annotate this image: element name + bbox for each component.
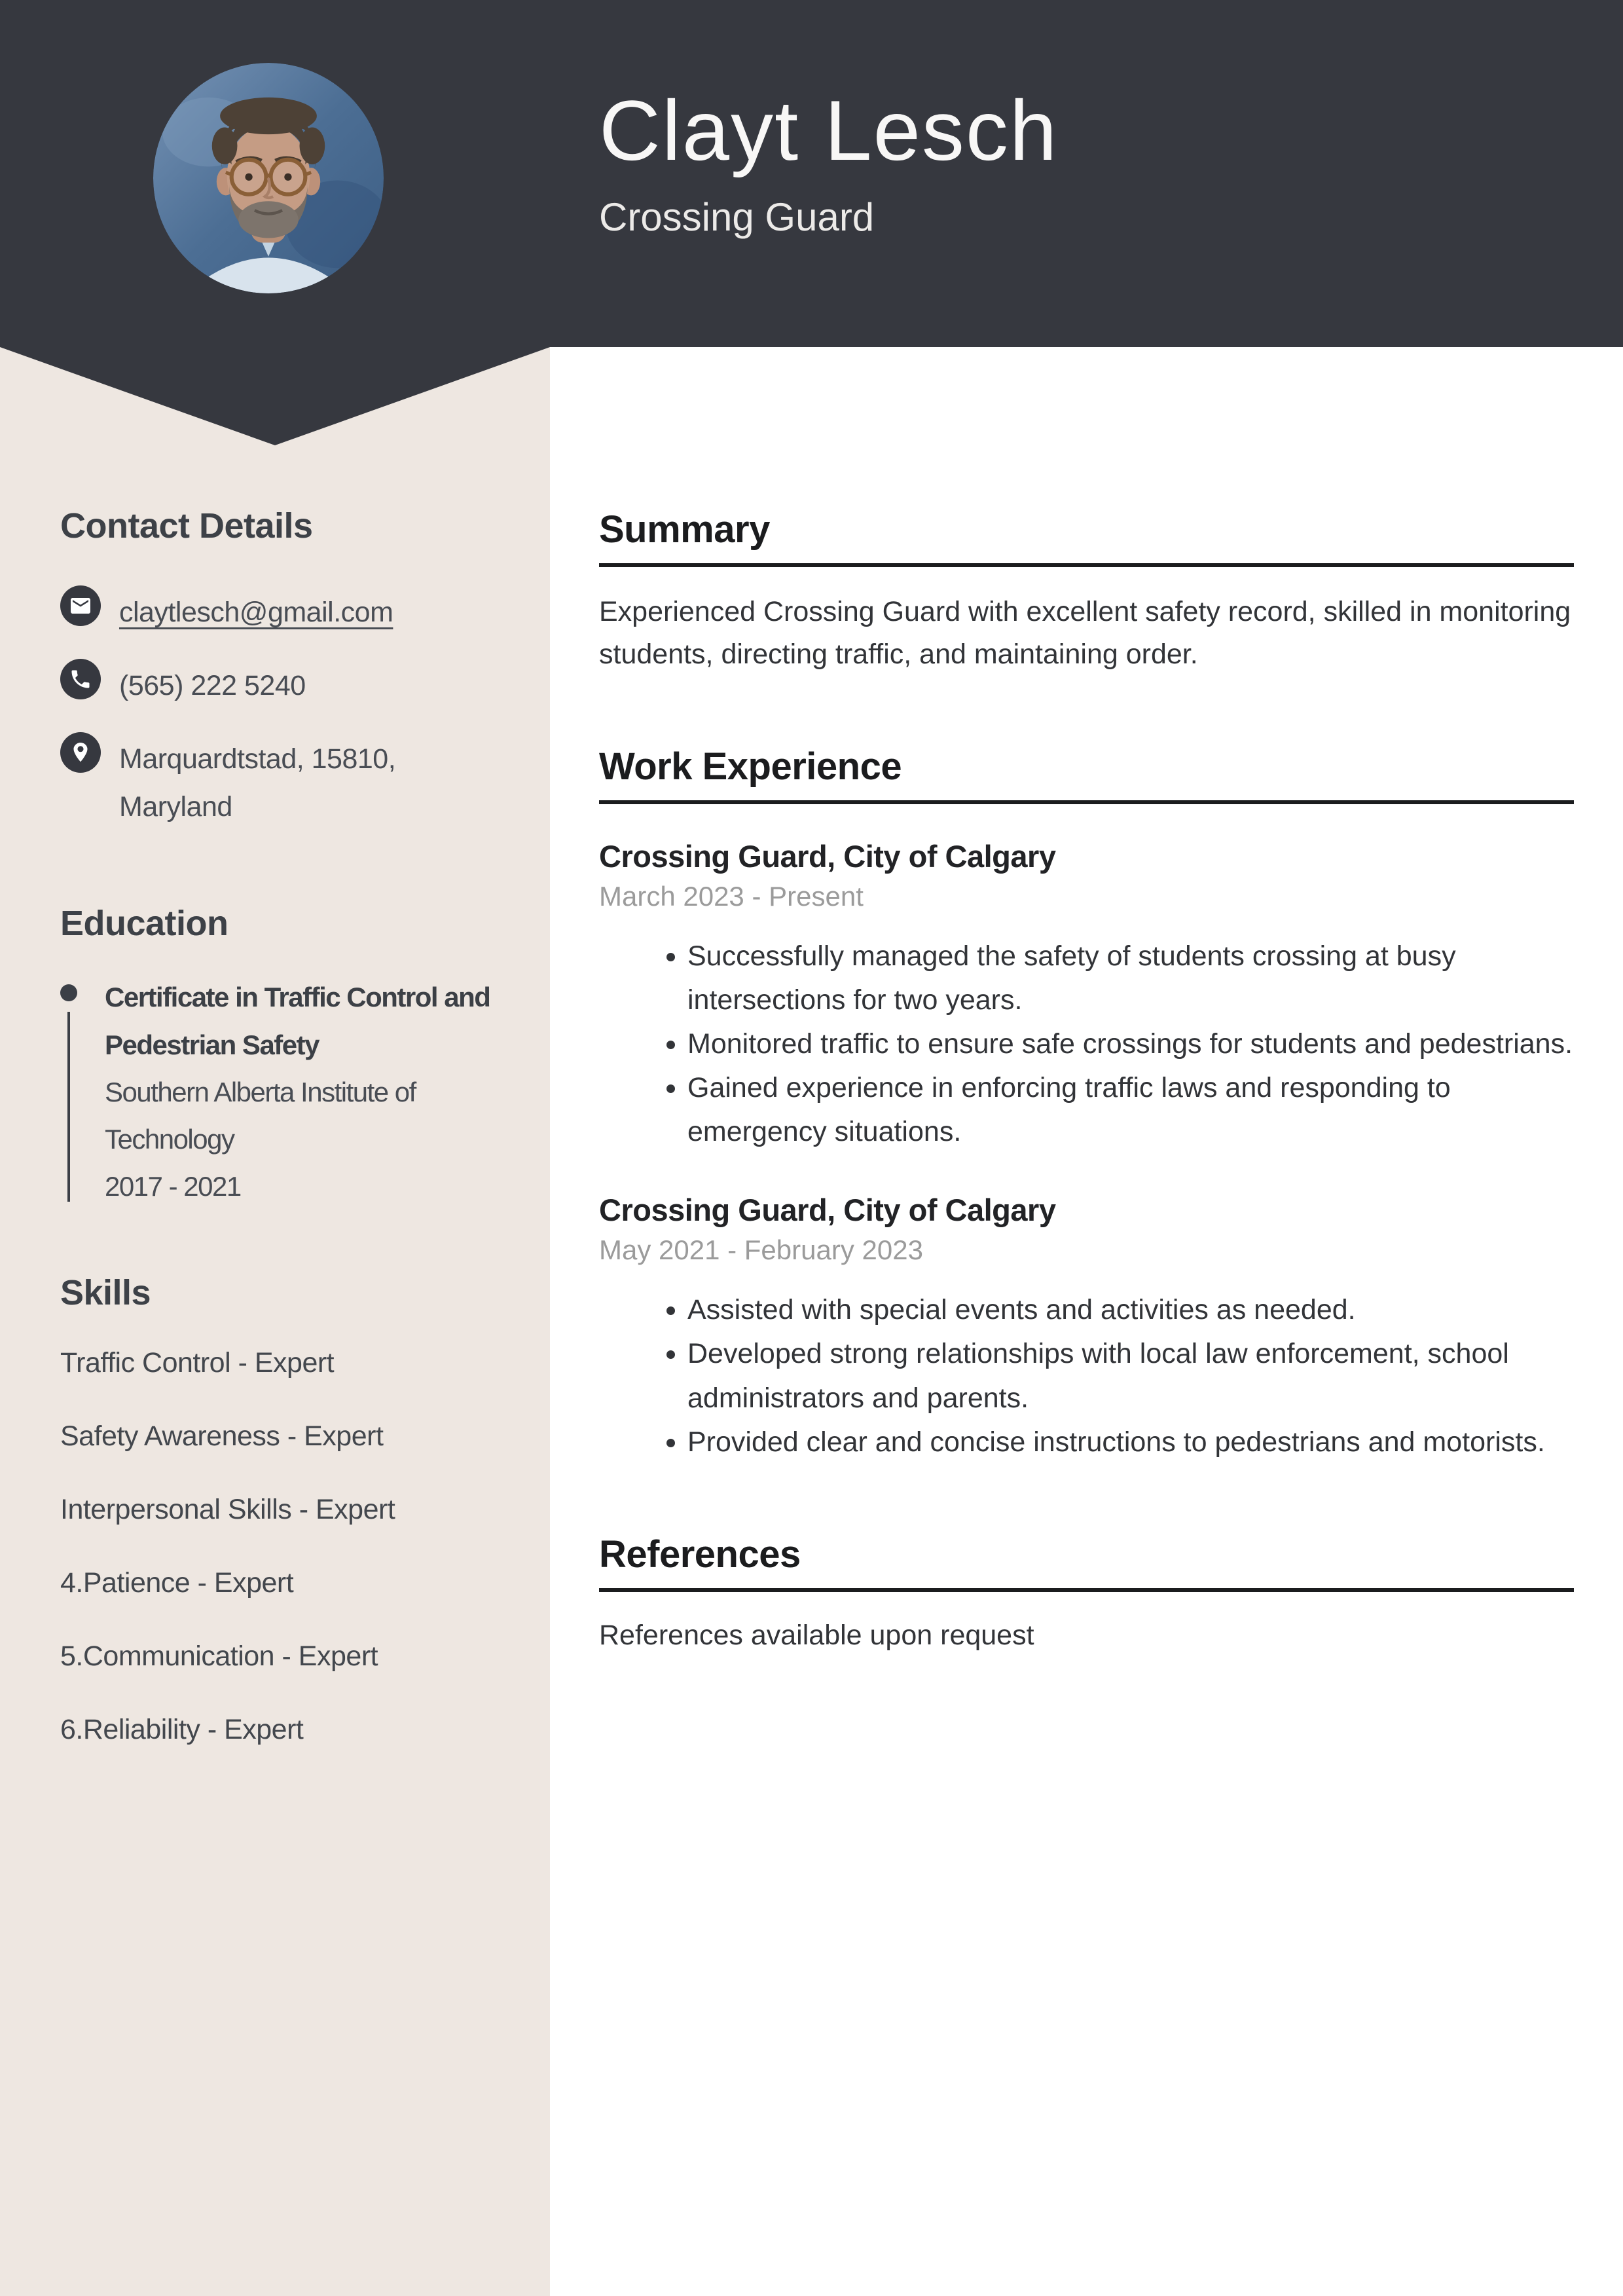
skills-heading: Skills (60, 1272, 151, 1312)
job-title: Crossing Guard, City of Calgary (599, 839, 1056, 874)
skills-section (60, 1272, 512, 1746)
contact-section (60, 506, 512, 831)
job-bullet: • Provided clear and concise instructions to pedestrians and motorists. (687, 1420, 1574, 1464)
skills-list (60, 1347, 512, 1746)
person-job-title: Crossing Guard (599, 195, 875, 239)
email-link[interactable]: claytlesch@gmail.com (119, 597, 393, 628)
skill-item: 5.Communication - Expert (60, 1640, 378, 1672)
job-entry (599, 838, 1574, 1154)
job-bullet: • Developed strong relationships with local law enforcement, school administrators and parents. (687, 1332, 1574, 1420)
work-experience-heading: Work Experience (599, 745, 1574, 804)
person-name: Clayt Lesch (599, 83, 1059, 178)
skill-item: Interpersonal Skills - Expert (60, 1493, 395, 1525)
job-dates: May 2021 - February 2023 (599, 1234, 923, 1266)
contact-row-phone (60, 659, 512, 710)
work-experience-section (599, 745, 1574, 1464)
references-heading: References (599, 1532, 1574, 1592)
education-section (60, 903, 512, 1210)
education-school: Southern Alberta Institute of Technology (105, 1076, 416, 1155)
location-icon (60, 732, 101, 773)
contact-row-email (60, 585, 512, 637)
job-bullet-list (599, 935, 1574, 1154)
job-title: Crossing Guard, City of Calgary (599, 1193, 1056, 1228)
contact-location-value: Marquardtstad, 15810, Maryland (119, 743, 396, 823)
skill-item: 6.Reliability - Expert (60, 1713, 304, 1745)
education-entry (60, 974, 512, 1210)
job-bullet: • Assisted with special events and activities as needed. (687, 1288, 1574, 1332)
job-dates: March 2023 - Present (599, 881, 864, 912)
contact-phone-value: (565) 222 5240 (119, 670, 306, 702)
summary-text: Experienced Crossing Guard with excellent safety record, skilled in monitoring students, directing traffic, and maintaining order. (599, 596, 1571, 670)
skill-item: 4.Patience - Expert (60, 1566, 294, 1599)
contact-email-value (119, 585, 393, 637)
references-text: References available upon request (599, 1619, 1034, 1651)
education-heading: Education (60, 904, 228, 944)
job-bullet: • Monitored traffic to ensure safe crossings for students and pedestrians. (687, 1022, 1574, 1066)
job-bullet: • Successfully managed the safety of students crossing at busy intersections for two years. (687, 935, 1574, 1022)
summary-heading: Summary (599, 508, 1574, 567)
job-bullet-list (599, 1288, 1574, 1464)
skill-item: Safety Awareness - Expert (60, 1420, 384, 1452)
contact-row-location (60, 732, 512, 831)
sidebar-content (0, 0, 550, 1787)
education-dates: 2017 - 2021 (105, 1171, 241, 1202)
phone-icon (60, 659, 101, 699)
email-icon (60, 585, 101, 626)
contact-heading: Contact Details (60, 506, 313, 546)
job-entry (599, 1192, 1574, 1464)
skill-item: Traffic Control - Expert (60, 1346, 335, 1379)
job-bullet: • Gained experience in enforcing traffic laws and responding to emergency situations. (687, 1066, 1574, 1154)
education-degree: Certificate in Traffic Control and Pedestrian Safety (105, 982, 490, 1060)
summary-section (599, 508, 1574, 675)
header-identity (599, 84, 1058, 240)
contact-list (60, 585, 512, 831)
main-column (550, 347, 1623, 1652)
references-section (599, 1532, 1574, 1652)
